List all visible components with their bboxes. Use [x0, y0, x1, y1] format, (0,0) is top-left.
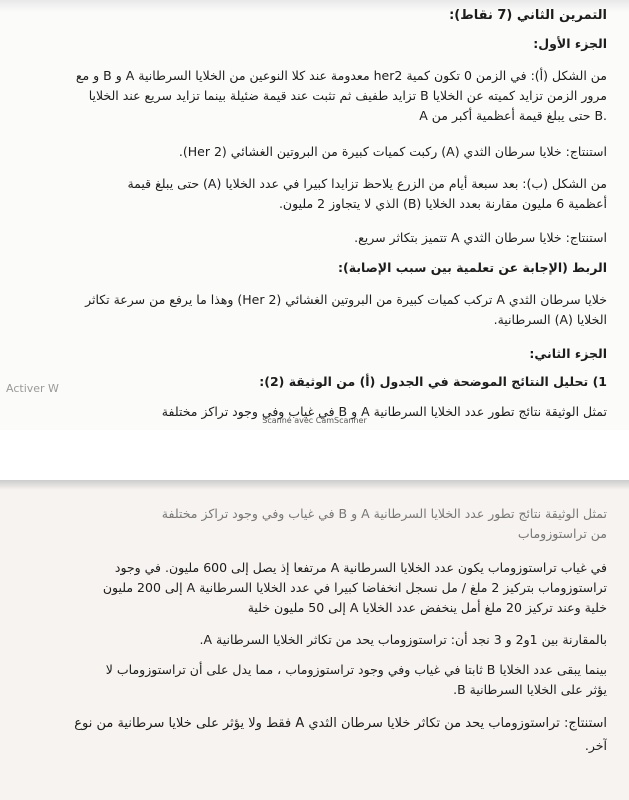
paragraph-1-line-1: في غياب تراستوزوماب يكون عدد الخلايا السرطانية A مرتفعا إذ يصل إلى 600 مليون. في وجود: [114, 560, 607, 575]
link-line-2: الخلايا (A) السرطانية.: [493, 312, 607, 327]
figure-b-line-1: من الشكل (ب): بعد سبعة أيام من الزرع يلاحظ تزايدا كبيرا في عدد الخلايا (A) حتى يبلغ قيمة: [127, 176, 607, 191]
part2-heading: الجزء الثاني:: [529, 346, 607, 361]
scanner-footer: Scanné avec CamScanner: [262, 416, 367, 425]
page2-top-line-1: تمثل الوثيقة نتائج تطور عدد الخلايا السرطانية A و B في غياب وفي وجود تراكز مختلفة: [161, 506, 607, 521]
scanned-page-2: [0, 480, 629, 800]
paragraph-1-line-3: خلية وعند تركيز 20 ملغ أمل ينخفض عدد الخلايا A إلى 50 مليون خلية: [247, 600, 607, 615]
link-heading: الربط (الإجابة عن تعلمية بين سبب الإصابة):: [338, 260, 607, 275]
final-conclusion-line-2: آخر.: [584, 738, 607, 753]
activation-watermark: Activer W: [6, 382, 59, 395]
paragraph-1-line-2: تراستوزوماب بتركيز 2 ملغ / مل نسجل انخفاضا كبيرا في عدد الخلايا السرطانية A إلى 200 مليون: [102, 580, 607, 595]
page-edge-shadow: [0, 480, 629, 490]
figure-a-line-3: A حتى يبلغ قيمة أعظمية أكبر من B.: [419, 108, 607, 123]
page-gap: [0, 430, 629, 480]
conclusion-2: استنتاج: خلايا سرطان الثدي A تتميز بتكاثر سريع.: [354, 230, 607, 245]
final-conclusion-line-1: استنتاج: تراستوزوماب يحد من تكاثر خلايا سرطان الثدي A فقط ولا يؤثر على خلايا سرطانية من نوع: [74, 716, 607, 731]
document-description: تمثل الوثيقة نتائج تطور عدد الخلايا السرطانية A و B في غياب وفي وجود تراكز مختلفة: [161, 404, 607, 419]
figure-b-line-2: أعظمية 6 مليون مقارنة بعدد الخلايا (B) الذي لا يتجاوز 2 مليون.: [278, 196, 607, 211]
part1-heading: الجزء الأول:: [533, 36, 607, 51]
figure-a-line-1: من الشكل (أ): في الزمن 0 تكون كمية her2 معدومة عند كلا النوعين من الخلايا السرطانية A و B و مع: [75, 68, 607, 83]
page2-top-line-2: من تراستوزوماب: [517, 526, 607, 541]
conclusion-1: استنتاج: خلايا سرطان الثدي (A) ركبت كميات كبيرة من البروتين الغشائي (Her 2).: [178, 144, 607, 159]
question-1-heading: 1) تحليل النتائج الموضحة في الجدول (أ) من الوثيقة (2):: [259, 374, 607, 389]
comparison-line: بالمقارنة بين 1و2 و 3 نجد أن: تراستوزوماب يحد من تكاثر الخلايا السرطانية A.: [199, 632, 607, 647]
paragraph-3-line-1: بينما يبقى عدد الخلايا B ثابتا في غياب وفي وجود تراستوزوماب ، مما يدل على أن تراستوزوماب لا: [105, 662, 607, 677]
figure-a-line-2: مرور الزمن تزايد كميته عن الخلايا B تزايد طفيف ثم تثبت عند قيمة ضئيلة بينما تزايد سريع عند الخلايا: [88, 88, 607, 103]
link-line-1: خلايا سرطان الثدي A تركب كميات كبيرة من البروتين الغشائي (Her 2) وهذا ما يرفع من سرعة تكاثر: [85, 292, 607, 307]
paragraph-3-line-2: يؤثر على الخلايا السرطانية B.: [453, 682, 607, 697]
exercise-title: التمرين الثاني (7 نقاط):: [449, 8, 607, 23]
